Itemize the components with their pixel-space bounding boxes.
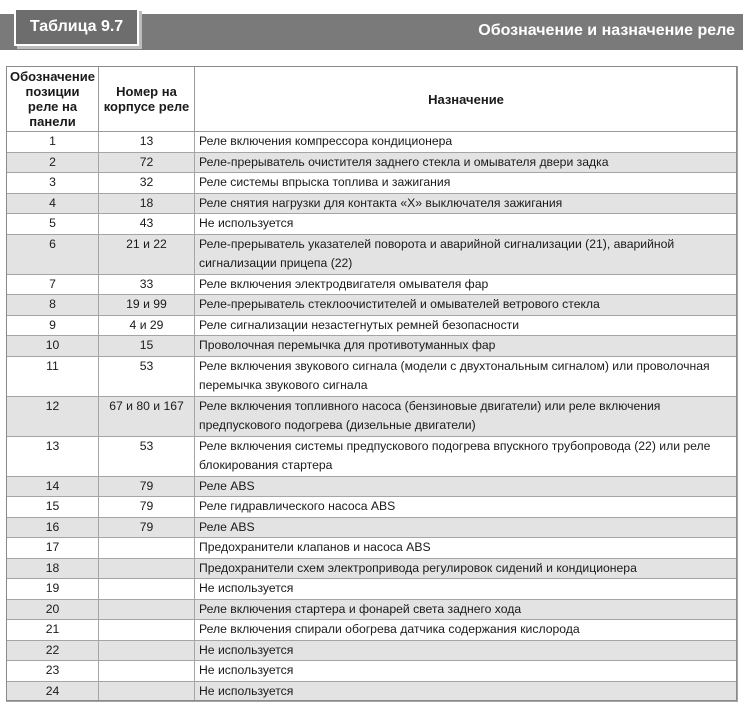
table-row	[7, 214, 738, 235]
cell-number	[99, 620, 195, 641]
table-label: Таблица 9.7	[29, 18, 124, 35]
cell-number	[99, 681, 195, 702]
table-row	[7, 558, 738, 579]
cell-number: 79	[99, 497, 195, 518]
cell-position: 2	[7, 152, 99, 173]
cell-purpose: Реле сигнализации незастегнутых ремней безопасности	[195, 315, 738, 336]
cell-purpose: Проволочная перемычка для противотуманных фар	[195, 336, 738, 357]
table-body	[7, 132, 738, 702]
cell-purpose: Реле системы впрыска топлива и зажигания	[195, 173, 738, 194]
cell-number: 33	[99, 274, 195, 295]
cell-number: 79	[99, 517, 195, 538]
cell-purpose: Реле-прерыватель очистителя заднего стекла и омывателя двери задка	[195, 152, 738, 173]
cell-number: 4 и 29	[99, 315, 195, 336]
table-row	[7, 681, 738, 702]
cell-purpose: Не используется	[195, 579, 738, 600]
cell-number: 13	[99, 132, 195, 153]
cell-position: 5	[7, 214, 99, 235]
cell-number	[99, 599, 195, 620]
cell-number	[99, 579, 195, 600]
cell-number	[99, 558, 195, 579]
cell-position: 15	[7, 497, 99, 518]
cell-number: 72	[99, 152, 195, 173]
cell-position: 20	[7, 599, 99, 620]
column-header-purpose: Назначение	[195, 67, 738, 132]
table-row	[7, 396, 738, 436]
cell-purpose: Реле включения звукового сигнала (модели с двухтональным сигналом) или проволочная перемычка звукового сигнала	[195, 356, 738, 396]
cell-position: 12	[7, 396, 99, 436]
cell-purpose: Реле включения топливного насоса (бензиновые двигатели) или реле включения предпускового подогрева (дизельные двигатели)	[195, 396, 738, 436]
table-row	[7, 234, 738, 274]
column-header-number: Номер на корпусе реле	[99, 67, 195, 132]
cell-number: 21 и 22	[99, 234, 195, 274]
table-row	[7, 152, 738, 173]
cell-number: 53	[99, 356, 195, 396]
table-row	[7, 599, 738, 620]
cell-number: 43	[99, 214, 195, 235]
cell-number: 19 и 99	[99, 295, 195, 316]
cell-purpose: Реле гидравлического насоса ABS	[195, 497, 738, 518]
table-title-bar	[0, 8, 743, 53]
cell-position: 10	[7, 336, 99, 357]
cell-position: 22	[7, 640, 99, 661]
cell-number: 53	[99, 436, 195, 476]
cell-number: 18	[99, 193, 195, 214]
table-row	[7, 315, 738, 336]
cell-purpose: Реле ABS	[195, 517, 738, 538]
cell-position: 18	[7, 558, 99, 579]
table-row	[7, 640, 738, 661]
table-row	[7, 356, 738, 396]
cell-purpose: Реле включения компрессора кондиционера	[195, 132, 738, 153]
cell-purpose: Реле-прерыватель указателей поворота и аварийной сигнализации (21), аварийной сигнализации прицепа (22)	[195, 234, 738, 274]
cell-purpose: Не используется	[195, 214, 738, 235]
cell-position: 4	[7, 193, 99, 214]
cell-position: 1	[7, 132, 99, 153]
cell-purpose: Реле включения системы предпускового подогрева впускного трубопровода (22) или реле блокирования стартера	[195, 436, 738, 476]
table-row	[7, 173, 738, 194]
cell-number	[99, 640, 195, 661]
cell-purpose: Реле включения стартера и фонарей света заднего хода	[195, 599, 738, 620]
cell-position: 21	[7, 620, 99, 641]
table-label-tab	[14, 8, 139, 46]
cell-position: 14	[7, 476, 99, 497]
table-row	[7, 517, 738, 538]
cell-position: 24	[7, 681, 99, 702]
cell-number: 79	[99, 476, 195, 497]
table-row	[7, 579, 738, 600]
table-row	[7, 661, 738, 682]
cell-purpose: Не используется	[195, 640, 738, 661]
cell-position: 11	[7, 356, 99, 396]
table-row	[7, 274, 738, 295]
column-header-position: Обозначение позиции реле на панели	[7, 67, 99, 132]
cell-position: 8	[7, 295, 99, 316]
table-row	[7, 436, 738, 476]
table-row	[7, 193, 738, 214]
cell-position: 16	[7, 517, 99, 538]
cell-number: 67 и 80 и 167	[99, 396, 195, 436]
table-row	[7, 132, 738, 153]
cell-number: 15	[99, 336, 195, 357]
cell-number	[99, 661, 195, 682]
cell-position: 23	[7, 661, 99, 682]
table-title: Обозначение и назначение реле	[478, 22, 735, 39]
cell-purpose: Не используется	[195, 661, 738, 682]
cell-purpose: Реле включения спирали обогрева датчика содержания кислорода	[195, 620, 738, 641]
cell-position: 7	[7, 274, 99, 295]
cell-position: 13	[7, 436, 99, 476]
cell-purpose: Реле-прерыватель стеклоочистителей и омывателей ветрового стекла	[195, 295, 738, 316]
relay-table	[6, 66, 738, 702]
cell-position: 9	[7, 315, 99, 336]
table-row	[7, 336, 738, 357]
table-row	[7, 295, 738, 316]
cell-purpose: Предохранители клапанов и насоса ABS	[195, 538, 738, 559]
table-row	[7, 620, 738, 641]
cell-position: 6	[7, 234, 99, 274]
table-row	[7, 538, 738, 559]
cell-position: 3	[7, 173, 99, 194]
table-header-row	[7, 67, 738, 132]
table-row	[7, 476, 738, 497]
cell-purpose: Реле снятия нагрузки для контакта «Х» выключателя зажигания	[195, 193, 738, 214]
cell-purpose: Реле ABS	[195, 476, 738, 497]
cell-purpose: Не используется	[195, 681, 738, 702]
cell-number	[99, 538, 195, 559]
cell-position: 19	[7, 579, 99, 600]
cell-purpose: Предохранители схем электропривода регулировок сидений и кондиционера	[195, 558, 738, 579]
table-row	[7, 497, 738, 518]
cell-purpose: Реле включения электродвигателя омывателя фар	[195, 274, 738, 295]
cell-position: 17	[7, 538, 99, 559]
cell-number: 32	[99, 173, 195, 194]
